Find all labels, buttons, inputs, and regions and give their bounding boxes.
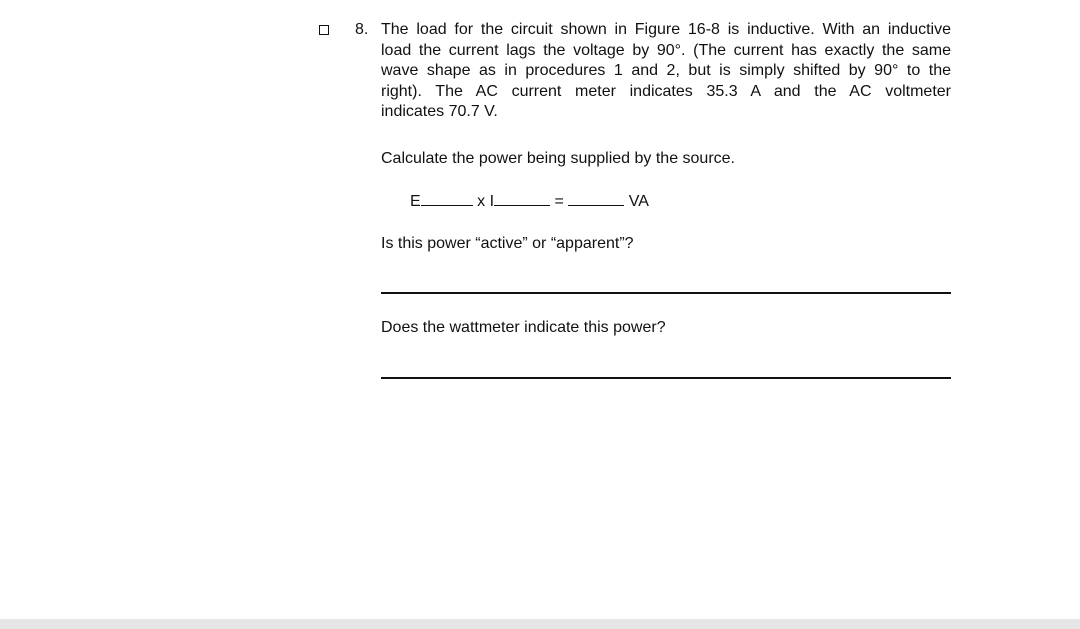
item-checkbox[interactable] <box>319 25 329 35</box>
formula-e-label: E <box>410 193 421 210</box>
power-blank[interactable] <box>568 190 624 206</box>
paragraph-line: indicates 70.7 V. <box>381 103 498 120</box>
answer-line-wattmeter[interactable] <box>381 377 951 379</box>
formula-unit: VA <box>628 193 649 210</box>
question-active-apparent: Is this power “active” or “apparent”? <box>381 235 634 252</box>
viewer-bottom-bar <box>0 619 1080 629</box>
paragraph-line: right). The AC current meter indicates 35.3 A and the AC voltmeter <box>381 82 951 100</box>
calculate-prompt: Calculate the power being supplied by the source. <box>381 150 735 167</box>
item-number: 8. <box>355 21 369 38</box>
formula-i-label: x I <box>477 193 495 210</box>
question-wattmeter: Does the wattmeter indicate this power? <box>381 319 666 336</box>
paragraph-line: The load for the circuit shown in Figure 16-8 is inductive. With an inductive <box>381 21 951 38</box>
voltage-blank[interactable] <box>421 190 473 206</box>
paragraph-line: load the current lags the voltage by 90°. (The current has exactly the same <box>381 41 951 59</box>
current-blank[interactable] <box>494 190 550 206</box>
power-formula <box>410 190 649 212</box>
paragraph-line: wave shape as in procedures 1 and 2, but is simply shifted by 90° to the <box>381 62 951 79</box>
item-paragraph <box>381 20 951 123</box>
formula-equals: = <box>554 193 564 210</box>
answer-line-active-apparent[interactable] <box>381 292 951 294</box>
